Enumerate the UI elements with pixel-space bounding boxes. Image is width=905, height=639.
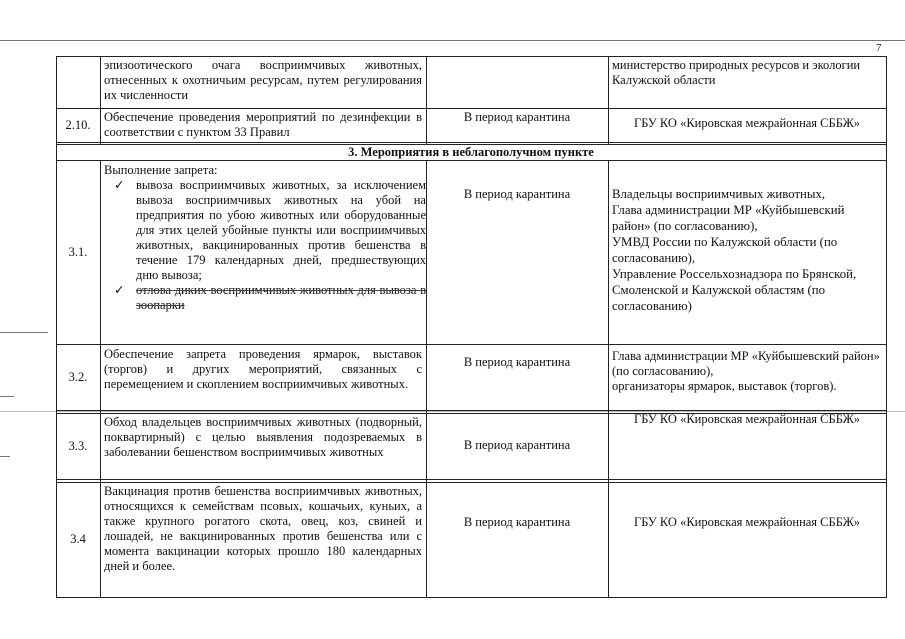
- responsible-line: ГБУ КО «Кировская межрайонная СББЖ»: [633, 116, 861, 130]
- row-divider: [56, 413, 886, 414]
- row-number: 2.10.: [65, 117, 91, 132]
- column-divider: [608, 56, 609, 144]
- responsible-line: организаторы ярмарок, выставок (торгов).: [612, 379, 837, 393]
- row-divider: [56, 56, 886, 57]
- ban-item: [114, 178, 426, 283]
- responsible-line: Управление Россельхознадзора по Брянской, Смоленской и Калужской областям (по согласованию): [612, 267, 857, 313]
- period-text: В период карантина: [463, 187, 571, 201]
- row-divider: [56, 108, 886, 109]
- responsible-text: [608, 349, 886, 409]
- ban-item: [114, 283, 426, 313]
- row-number: 3.3.: [68, 438, 88, 453]
- column-divider: [100, 56, 101, 144]
- responsible-line: Глава администрации МР «Куйбышевский район» (по согласованию),: [612, 203, 845, 233]
- measure-text: [100, 163, 426, 344]
- row-divider: [56, 144, 886, 145]
- responsible-line: Глава администрации МР «Куйбышевский район» (по согласованию),: [612, 349, 880, 378]
- responsible-line: УМВД России по Калужской области (по согласованию),: [612, 235, 838, 265]
- page-top-rule: [0, 40, 905, 41]
- responsible-text: [608, 515, 886, 535]
- row-divider: [56, 482, 886, 483]
- responsible-text: [608, 186, 886, 342]
- checkmark-icon: ✓: [114, 283, 125, 297]
- row-number: 3.1.: [68, 244, 88, 259]
- column-divider: [100, 160, 101, 598]
- measure-intro: Выполнение запрета:: [104, 163, 218, 177]
- column-divider: [426, 160, 427, 598]
- page-number: 7: [876, 42, 882, 54]
- measure-text: Обеспечение запрета проведения ярмарок, выставок (торгов) и других мероприятий, связанных с перемещением и скоплением восприимчивых животных.: [104, 347, 422, 391]
- row-divider: [56, 479, 886, 480]
- period-text: В период карантина: [463, 110, 571, 124]
- responsible-line: министерство природных ресурсов и экологии Калужской области: [612, 58, 861, 87]
- row-divider: [56, 597, 886, 598]
- column-divider: [426, 56, 427, 144]
- responsible-text: [608, 412, 886, 432]
- row-number: [56, 56, 100, 108]
- responsible-line: ГБУ КО «Кировская межрайонная СББЖ»: [633, 515, 861, 529]
- row-divider: [56, 142, 886, 143]
- responsible-text: [608, 58, 886, 108]
- column-divider: [608, 160, 609, 598]
- row-divider: [56, 344, 886, 345]
- responsible-line: ГБУ КО «Кировская межрайонная СББЖ»: [633, 412, 861, 426]
- ban-item-text: вывоза восприимчивых животных, за исключением вывоза восприимчивых животных на убой на предприятия по убою животных или оборудованные для этих целей убойные пункты или восприимчивых животных, вакцинированных против бешенства в течение 179 календарных дней, предшествующих дню вывоза;: [136, 178, 426, 282]
- margin-mark: [0, 332, 48, 333]
- ban-item-text: отлова диких восприимчивых животных для вывоза в зоопарки: [136, 283, 426, 312]
- row-number: 3.4: [70, 532, 86, 546]
- margin-mark: [0, 396, 14, 397]
- period-text: В период карантина: [463, 355, 571, 369]
- checkmark-icon: ✓: [114, 178, 125, 192]
- measure-text: Вакцинация против бешенства восприимчивых животных, относящихся к семействам псовых, кошачьих, куньих, а также крупного рогатого скота, овец, коз, свиней и лошадей, не вакцинированных против бешенства или с момента вакцинации которых прошло 180 календарных дней и более.: [104, 484, 422, 573]
- measure-text: Обеспечение проведения мероприятий по дезинфекции в соответствии с пунктом 33 Правил: [104, 110, 422, 139]
- measure-text: эпизоотического очага восприимчивых животных, отнесенных к охотничьим ресурсам, путем регулирования их численности: [104, 58, 422, 102]
- table-border: [886, 56, 887, 598]
- responsible-text: [608, 116, 886, 140]
- row-number: 3.2.: [68, 369, 88, 384]
- ban-list: [100, 178, 426, 313]
- section-heading: 3. Мероприятия в неблагополучном пункте: [348, 145, 594, 159]
- responsible-line: Владельцы восприимчивых животных,: [612, 187, 826, 201]
- row-divider: [56, 410, 886, 411]
- row-divider: [56, 160, 886, 161]
- period-text: В период карантина: [463, 515, 571, 529]
- margin-mark: [0, 456, 10, 457]
- period-text: [426, 58, 608, 108]
- measure-text: Обход владельцев восприимчивых животных (подворный, поквартирный) с целью выявления подозреваемых в заболевании бешенством восприимчивых животных: [104, 415, 422, 459]
- table-border: [56, 56, 57, 598]
- period-text: В период карантина: [463, 438, 571, 452]
